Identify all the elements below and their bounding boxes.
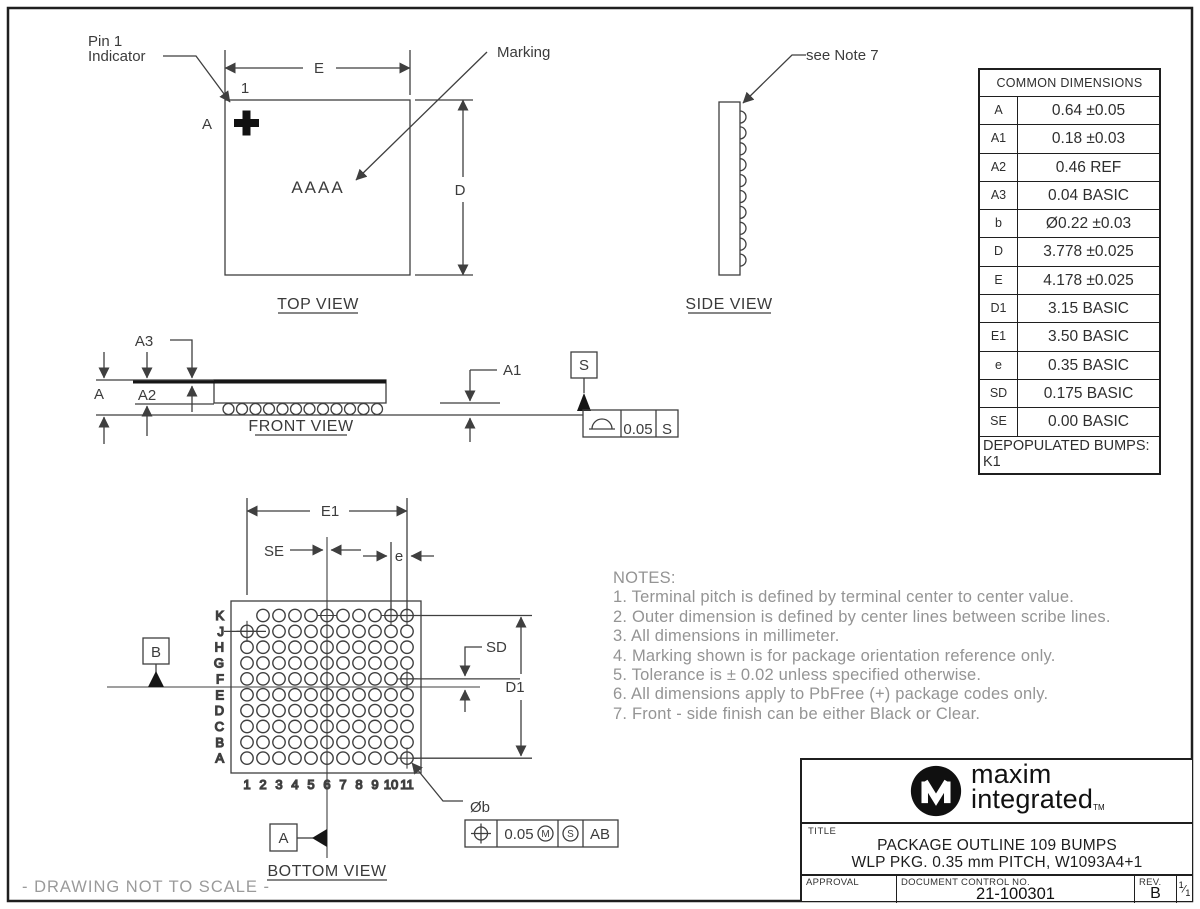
bump (401, 689, 413, 701)
grid-column-label: 2 (259, 777, 267, 792)
grid-row-label: H (214, 639, 224, 655)
bump (337, 736, 349, 748)
bump (353, 736, 365, 748)
bump (241, 720, 253, 732)
side-bump (740, 206, 746, 218)
front-bump (331, 404, 342, 415)
package-outline-side (719, 102, 740, 275)
table-row: b Ø0.22 ±0.03 (980, 210, 1159, 238)
datum-b-label: B (150, 644, 162, 661)
side-bump (740, 143, 746, 155)
front-bump (237, 404, 248, 415)
bump (401, 736, 413, 748)
bump (289, 720, 301, 732)
bump (385, 689, 397, 701)
bump (273, 689, 285, 701)
dim-label-se: SE (263, 543, 285, 560)
grid-row-label: E (215, 687, 224, 703)
revision-value: B (1150, 885, 1161, 902)
grid-column-label: 6 (323, 777, 331, 792)
grid-column-label: 5 (307, 777, 315, 792)
bump (241, 704, 253, 716)
pin1-leader (163, 56, 230, 102)
title-block-footer (802, 876, 1192, 903)
table-row: SD 0.175 BASIC (980, 380, 1159, 408)
bump (353, 673, 365, 685)
pin1-indicator-cross (234, 111, 259, 136)
bump (257, 720, 269, 732)
bump (273, 609, 285, 621)
marking-label: Marking (497, 44, 551, 61)
title-row (802, 824, 1192, 876)
bump (353, 704, 365, 716)
bump (305, 657, 317, 669)
side-bump (740, 191, 746, 203)
bump (241, 752, 253, 764)
side-view-label: SIDE VIEW (685, 296, 773, 313)
front-bump (345, 404, 356, 415)
grid-row-label: K (215, 608, 224, 623)
position-tolerance-icon (471, 824, 491, 844)
bump (273, 673, 285, 685)
grid-row-label: D (214, 703, 224, 719)
note-item: 2. Outer dimension is defined by center lines between scribe lines. (613, 607, 1111, 626)
bump (305, 609, 317, 621)
front-bump (277, 404, 288, 415)
maxim-logo-icon (910, 765, 962, 817)
bump (273, 720, 285, 732)
note-item: 1. Terminal pitch is defined by terminal center to center value. (613, 588, 1074, 607)
side-bump (740, 254, 746, 266)
datum-a-label: A (278, 830, 289, 847)
grid-column-label: 8 (355, 777, 363, 792)
marking-text: AAAA (291, 178, 345, 197)
seating-plane-icon (589, 419, 615, 429)
depopulated-bumps-note: DEPOPULATED BUMPS: K1 (983, 437, 1150, 471)
grid-row-label: F (216, 671, 224, 687)
side-bump (740, 159, 746, 171)
bump (273, 641, 285, 653)
bump (305, 736, 317, 748)
bump (241, 641, 253, 653)
bump (369, 625, 381, 637)
bottom-fcf-datum1: S (567, 829, 574, 840)
bump (289, 657, 301, 669)
approval-cell: APPROVAL (802, 876, 897, 903)
bump (257, 689, 269, 701)
note-item: 6. All dimensions apply to PbFree (+) package codes only. (613, 685, 1049, 704)
front-view-label: FRONT VIEW (248, 418, 354, 435)
grid-column-label: 3 (275, 777, 283, 792)
note7-leader (743, 55, 806, 103)
bump (273, 657, 285, 669)
bump (369, 736, 381, 748)
side-bump (740, 238, 746, 250)
bump (385, 657, 397, 669)
front-fcf-value: 0.05 (623, 421, 653, 438)
bump (289, 673, 301, 685)
bottom-fcf-datum2: AB (589, 826, 611, 843)
bump (289, 689, 301, 701)
dim-label-a: A (93, 386, 105, 403)
pin1-row-label: A (201, 116, 213, 133)
bump (241, 736, 253, 748)
bump (353, 720, 365, 732)
table-row: e 0.35 BASIC (980, 352, 1159, 380)
bump (401, 657, 413, 669)
grid-column-label: 9 (371, 777, 379, 792)
bump (385, 704, 397, 716)
grid-row-label: C (214, 718, 224, 734)
grid-column-label: 1 (243, 777, 251, 792)
front-bump (223, 404, 234, 415)
bump (369, 720, 381, 732)
bump (241, 689, 253, 701)
front-view-bumps (223, 404, 383, 415)
bump (353, 641, 365, 653)
side-view (688, 55, 806, 313)
notes-block (613, 569, 1158, 724)
dim-label-e-pitch: e (394, 548, 404, 565)
bump (257, 657, 269, 669)
sheet-number: $^1⁄_1$ (1178, 880, 1191, 898)
marking-leader (356, 52, 487, 180)
bump (337, 609, 349, 621)
bump (289, 641, 301, 653)
front-bump (264, 404, 275, 415)
grid-column-label: 7 (339, 777, 347, 792)
side-bump (740, 127, 746, 139)
bump (369, 752, 381, 764)
bump (305, 641, 317, 653)
bump (289, 736, 301, 748)
bump (273, 752, 285, 764)
bump (337, 625, 349, 637)
datum-s-triangle (577, 393, 591, 411)
table-row: D1 3.15 BASIC (980, 295, 1159, 323)
bump (353, 657, 365, 669)
bump (241, 673, 253, 685)
bump (305, 673, 317, 685)
bump (257, 752, 269, 764)
bump (273, 736, 285, 748)
bump (337, 689, 349, 701)
bump (337, 641, 349, 653)
grid-row-label: G (213, 655, 224, 671)
dim-label-e: E (313, 60, 325, 77)
bump (385, 752, 397, 764)
dim-label-bump-diameter: Øb (470, 799, 491, 816)
common-dimensions-table (978, 68, 1161, 475)
front-view (93, 340, 678, 444)
bump (337, 704, 349, 716)
datum-b-triangle (148, 671, 164, 687)
grid-row-label: A (215, 750, 224, 766)
bump (385, 673, 397, 685)
bump (385, 736, 397, 748)
bump (385, 720, 397, 732)
bump (273, 704, 285, 716)
bump (369, 704, 381, 716)
bump (257, 704, 269, 716)
bottom-view-label: BOTTOM VIEW (267, 863, 387, 880)
bump (385, 625, 397, 637)
dim-label-sd: SD (486, 639, 507, 656)
grid-column-label: 11 (400, 777, 414, 792)
title-label: TITLE (808, 826, 837, 837)
front-bump (291, 404, 302, 415)
document-number: 21-100301 (976, 885, 1055, 903)
dim-label-d: D (454, 182, 466, 199)
bump (401, 641, 413, 653)
brand-row (802, 760, 1192, 824)
bump (337, 657, 349, 669)
bump (289, 704, 301, 716)
document-control-cell: DOCUMENT CONTROL NO. 21-100301 (897, 876, 1135, 903)
table-row: A2 0.46 REF (980, 154, 1159, 182)
note-item: 3. All dimensions in millimeter. (613, 627, 840, 646)
front-fcf-datum: S (661, 421, 673, 438)
bump (273, 625, 285, 637)
brand-name: maxim integratedTM (971, 759, 1105, 814)
bump (305, 704, 317, 716)
datum-a-triangle (312, 829, 327, 847)
trademark: TM (1093, 803, 1105, 812)
title-block (800, 758, 1192, 901)
front-bump (318, 404, 329, 415)
bump (369, 609, 381, 621)
table-row: A1 0.18 ±0.03 (980, 125, 1159, 153)
datum-s-label: S (578, 357, 590, 374)
bump (305, 689, 317, 701)
table-row: D 3.778 ±0.025 (980, 238, 1159, 266)
pin1-label-line1: Pin 1 (88, 33, 123, 50)
bump (369, 641, 381, 653)
table-row: SE 0.00 BASIC (980, 408, 1159, 436)
revision-cell: REV. B (1135, 876, 1177, 903)
pin1-label-line2: Indicator (88, 48, 146, 65)
front-bump (358, 404, 369, 415)
bump (369, 657, 381, 669)
bump (401, 720, 413, 732)
bump (337, 673, 349, 685)
bottom-fcf-modifier: M (541, 829, 550, 840)
table-header: COMMON DIMENSIONS (980, 70, 1159, 97)
bump (305, 752, 317, 764)
front-bump (250, 404, 261, 415)
bump-grid (214, 605, 418, 792)
side-bump (740, 111, 746, 123)
not-to-scale-note: - DRAWING NOT TO SCALE - (22, 878, 270, 896)
sheet-cell (1177, 876, 1192, 903)
bump (353, 752, 365, 764)
bump (289, 609, 301, 621)
bottom-view (107, 498, 618, 880)
dim-label-d1: D1 (505, 679, 525, 696)
table-row: A 0.64 ±0.05 (980, 97, 1159, 125)
top-view-label: TOP VIEW (277, 296, 359, 313)
bump (257, 641, 269, 653)
grid-row-label: B (215, 734, 224, 750)
table-row: A3 0.04 BASIC (980, 182, 1159, 210)
side-bump (740, 222, 746, 234)
front-bump (372, 404, 383, 415)
grid-row-label: J (217, 623, 224, 639)
bump (369, 673, 381, 685)
bump (305, 720, 317, 732)
bump (305, 625, 317, 637)
bump (289, 752, 301, 764)
bump (337, 752, 349, 764)
bottom-fcf-value: 0.05 (504, 826, 534, 843)
bump (257, 609, 269, 621)
bump (401, 625, 413, 637)
table-row: E1 3.50 BASIC (980, 323, 1159, 351)
grid-column-label: 4 (291, 777, 299, 792)
side-view-bumps (740, 111, 746, 266)
note-item: 7. Front - side finish can be either Black or Clear. (613, 704, 981, 723)
bump (353, 689, 365, 701)
bump (257, 673, 269, 685)
dim-label-a1: A1 (503, 362, 522, 379)
bump (241, 657, 253, 669)
note7-label: see Note 7 (806, 47, 879, 64)
grid-column-label: 10 (383, 777, 399, 792)
pin1-column-label: 1 (240, 80, 250, 97)
note-item: 5. Tolerance is ± 0.02 unless specified otherwise. (613, 666, 982, 685)
front-bump (304, 404, 315, 415)
notes-heading: NOTES: (613, 569, 676, 587)
table-row: E 4.178 ±0.025 (980, 267, 1159, 295)
bump (289, 625, 301, 637)
bump (257, 736, 269, 748)
side-bump (740, 175, 746, 187)
dim-label-e1: E1 (320, 503, 340, 520)
bump-diameter-leader (412, 763, 463, 801)
dim-label-a3: A3 (134, 333, 154, 350)
drawing-title: PACKAGE OUTLINE 109 BUMPS WLP PKG. 0.35 mm PITCH, W1093A4+1 (851, 837, 1143, 871)
dim-label-a2: A2 (137, 387, 157, 404)
bump (385, 641, 397, 653)
bump (369, 689, 381, 701)
bump (353, 609, 365, 621)
note-item: 4. Marking shown is for package orientation reference only. (613, 646, 1056, 665)
bump (353, 625, 365, 637)
bump (401, 704, 413, 716)
bump (337, 720, 349, 732)
